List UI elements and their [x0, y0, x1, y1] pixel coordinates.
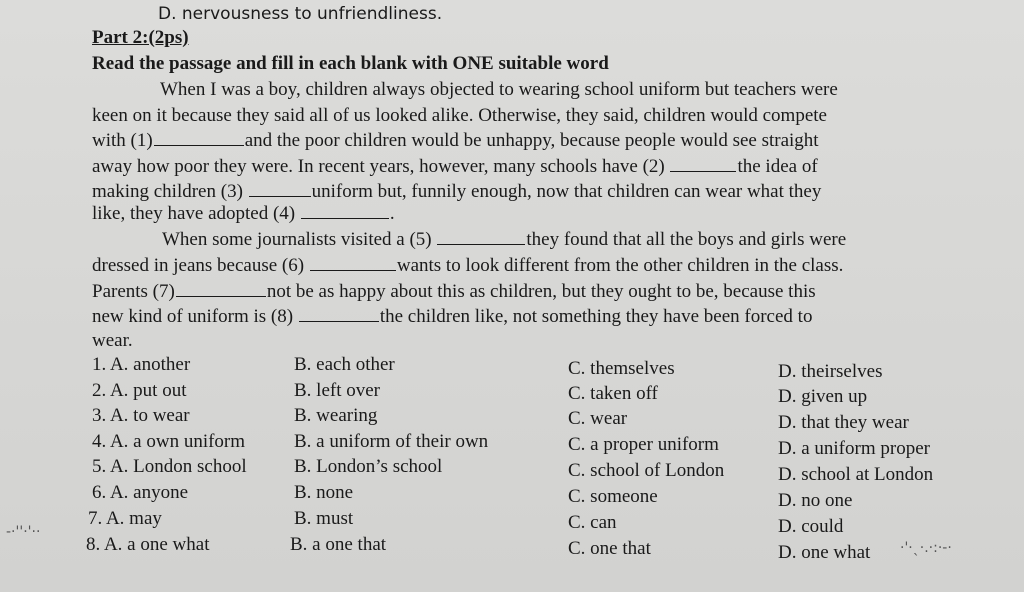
blank-3 — [249, 181, 311, 197]
scan-smudge-left: -·''·'·· — [6, 524, 41, 540]
blank-8 — [299, 306, 379, 322]
option-2-b: B. left over — [294, 380, 381, 401]
option-7-a: 7. A. may — [88, 508, 162, 529]
option-1-c: C. themselves — [568, 358, 675, 379]
option-6-d: D. no one — [778, 490, 853, 511]
option-2-c: C. taken off — [568, 383, 658, 404]
passage-text: . — [389, 203, 395, 224]
passage-text: not be as happy about this as children, but they ought to be, because this — [266, 281, 816, 302]
option-3-a: 3. A. to wear — [92, 405, 190, 426]
option-5-d: D. school at London — [778, 464, 934, 485]
option-3-d: D. that they wear — [778, 412, 909, 433]
passage-text: uniform but, funnily enough, now that children can wear what they — [311, 181, 822, 202]
option-4-d: D. a uniform proper — [778, 438, 930, 459]
option-5-c: C. school of London — [568, 460, 725, 481]
scan-smudge-right: ·'·ˎ·.·:·-· — [900, 540, 952, 556]
blank-5 — [437, 229, 525, 245]
blank-4 — [301, 203, 389, 219]
option-1-b: B. each other — [294, 354, 395, 375]
passage-text: wants to look different from the other children in the class. — [396, 255, 844, 276]
option-4-b: B. a uniform of their own — [294, 431, 489, 452]
blank-6 — [310, 255, 396, 271]
passage-text: new kind of uniform is (8) — [92, 306, 294, 327]
option-4-c: C. a proper uniform — [568, 434, 719, 455]
passage-line-3 — [92, 130, 819, 152]
passage-text: the children like, not something they have been forced to — [379, 306, 813, 327]
instruction-text: Read the passage and fill in each blank with ONE suitable word — [92, 53, 609, 74]
option-8-c: C. one that — [568, 538, 651, 559]
option-3-c: C. wear — [568, 408, 628, 429]
blank-1 — [154, 130, 244, 146]
passage-line-6 — [92, 203, 395, 225]
passage-line-10 — [92, 306, 812, 328]
passage-text: dressed in jeans because (6) — [92, 255, 305, 276]
passage-line-11: wear. — [92, 330, 133, 351]
option-6-c: C. someone — [568, 486, 658, 507]
option-1-d: D. theirselves — [778, 361, 883, 382]
passage-text: like, they have adopted (4) — [92, 203, 296, 224]
passage-line-5 — [92, 181, 821, 203]
option-6-b: B. none — [294, 482, 354, 503]
passage-line-7 — [162, 229, 846, 251]
option-6-a: 6. A. anyone — [92, 482, 189, 503]
option-1-a: 1. A. another — [92, 354, 191, 375]
option-8-d: D. one what — [778, 542, 871, 563]
option-5-b: B. London’s school — [294, 456, 443, 477]
blank-7 — [176, 281, 266, 297]
previous-question-option: D. nervousness to unfriendliness. — [158, 4, 443, 24]
passage-line-1: When I was a boy, children always objected to wearing school uniform but teachers were — [160, 79, 838, 100]
option-8-a: 8. A. a one what — [86, 534, 210, 555]
passage-text: with (1) — [92, 130, 153, 151]
passage-line-8 — [92, 255, 843, 277]
option-7-c: C. can — [568, 512, 617, 533]
passage-text: Parents (7) — [92, 281, 175, 302]
passage-text: When some journalists visited a (5) — [162, 229, 432, 250]
option-2-a: 2. A. put out — [92, 380, 187, 401]
option-8-b: B. a one that — [290, 534, 387, 555]
passage-text: and the poor children would be unhappy, because people would see straight — [244, 130, 819, 151]
option-3-b: B. wearing — [294, 405, 378, 426]
passage-text: making children (3) — [92, 181, 243, 202]
passage-text: away how poor they were. In recent years, however, many schools have (2) — [92, 156, 665, 177]
passage-line-2: keen on it because they said all of us looked alike. Otherwise, they said, children would compete — [92, 105, 827, 126]
option-7-d: D. could — [778, 516, 844, 537]
passage-text: they found that all the boys and girls were — [526, 229, 847, 250]
blank-2 — [670, 156, 736, 172]
passage-text: the idea of — [737, 156, 818, 177]
option-5-a: 5. A. London school — [92, 456, 247, 477]
option-7-b: B. must — [294, 508, 354, 529]
passage-line-4 — [92, 156, 818, 178]
part-heading: Part 2:(2ps) — [92, 27, 189, 48]
option-4-a: 4. A. a own uniform — [92, 431, 246, 452]
option-2-d: D. given up — [778, 386, 868, 407]
passage-line-9 — [92, 281, 816, 303]
